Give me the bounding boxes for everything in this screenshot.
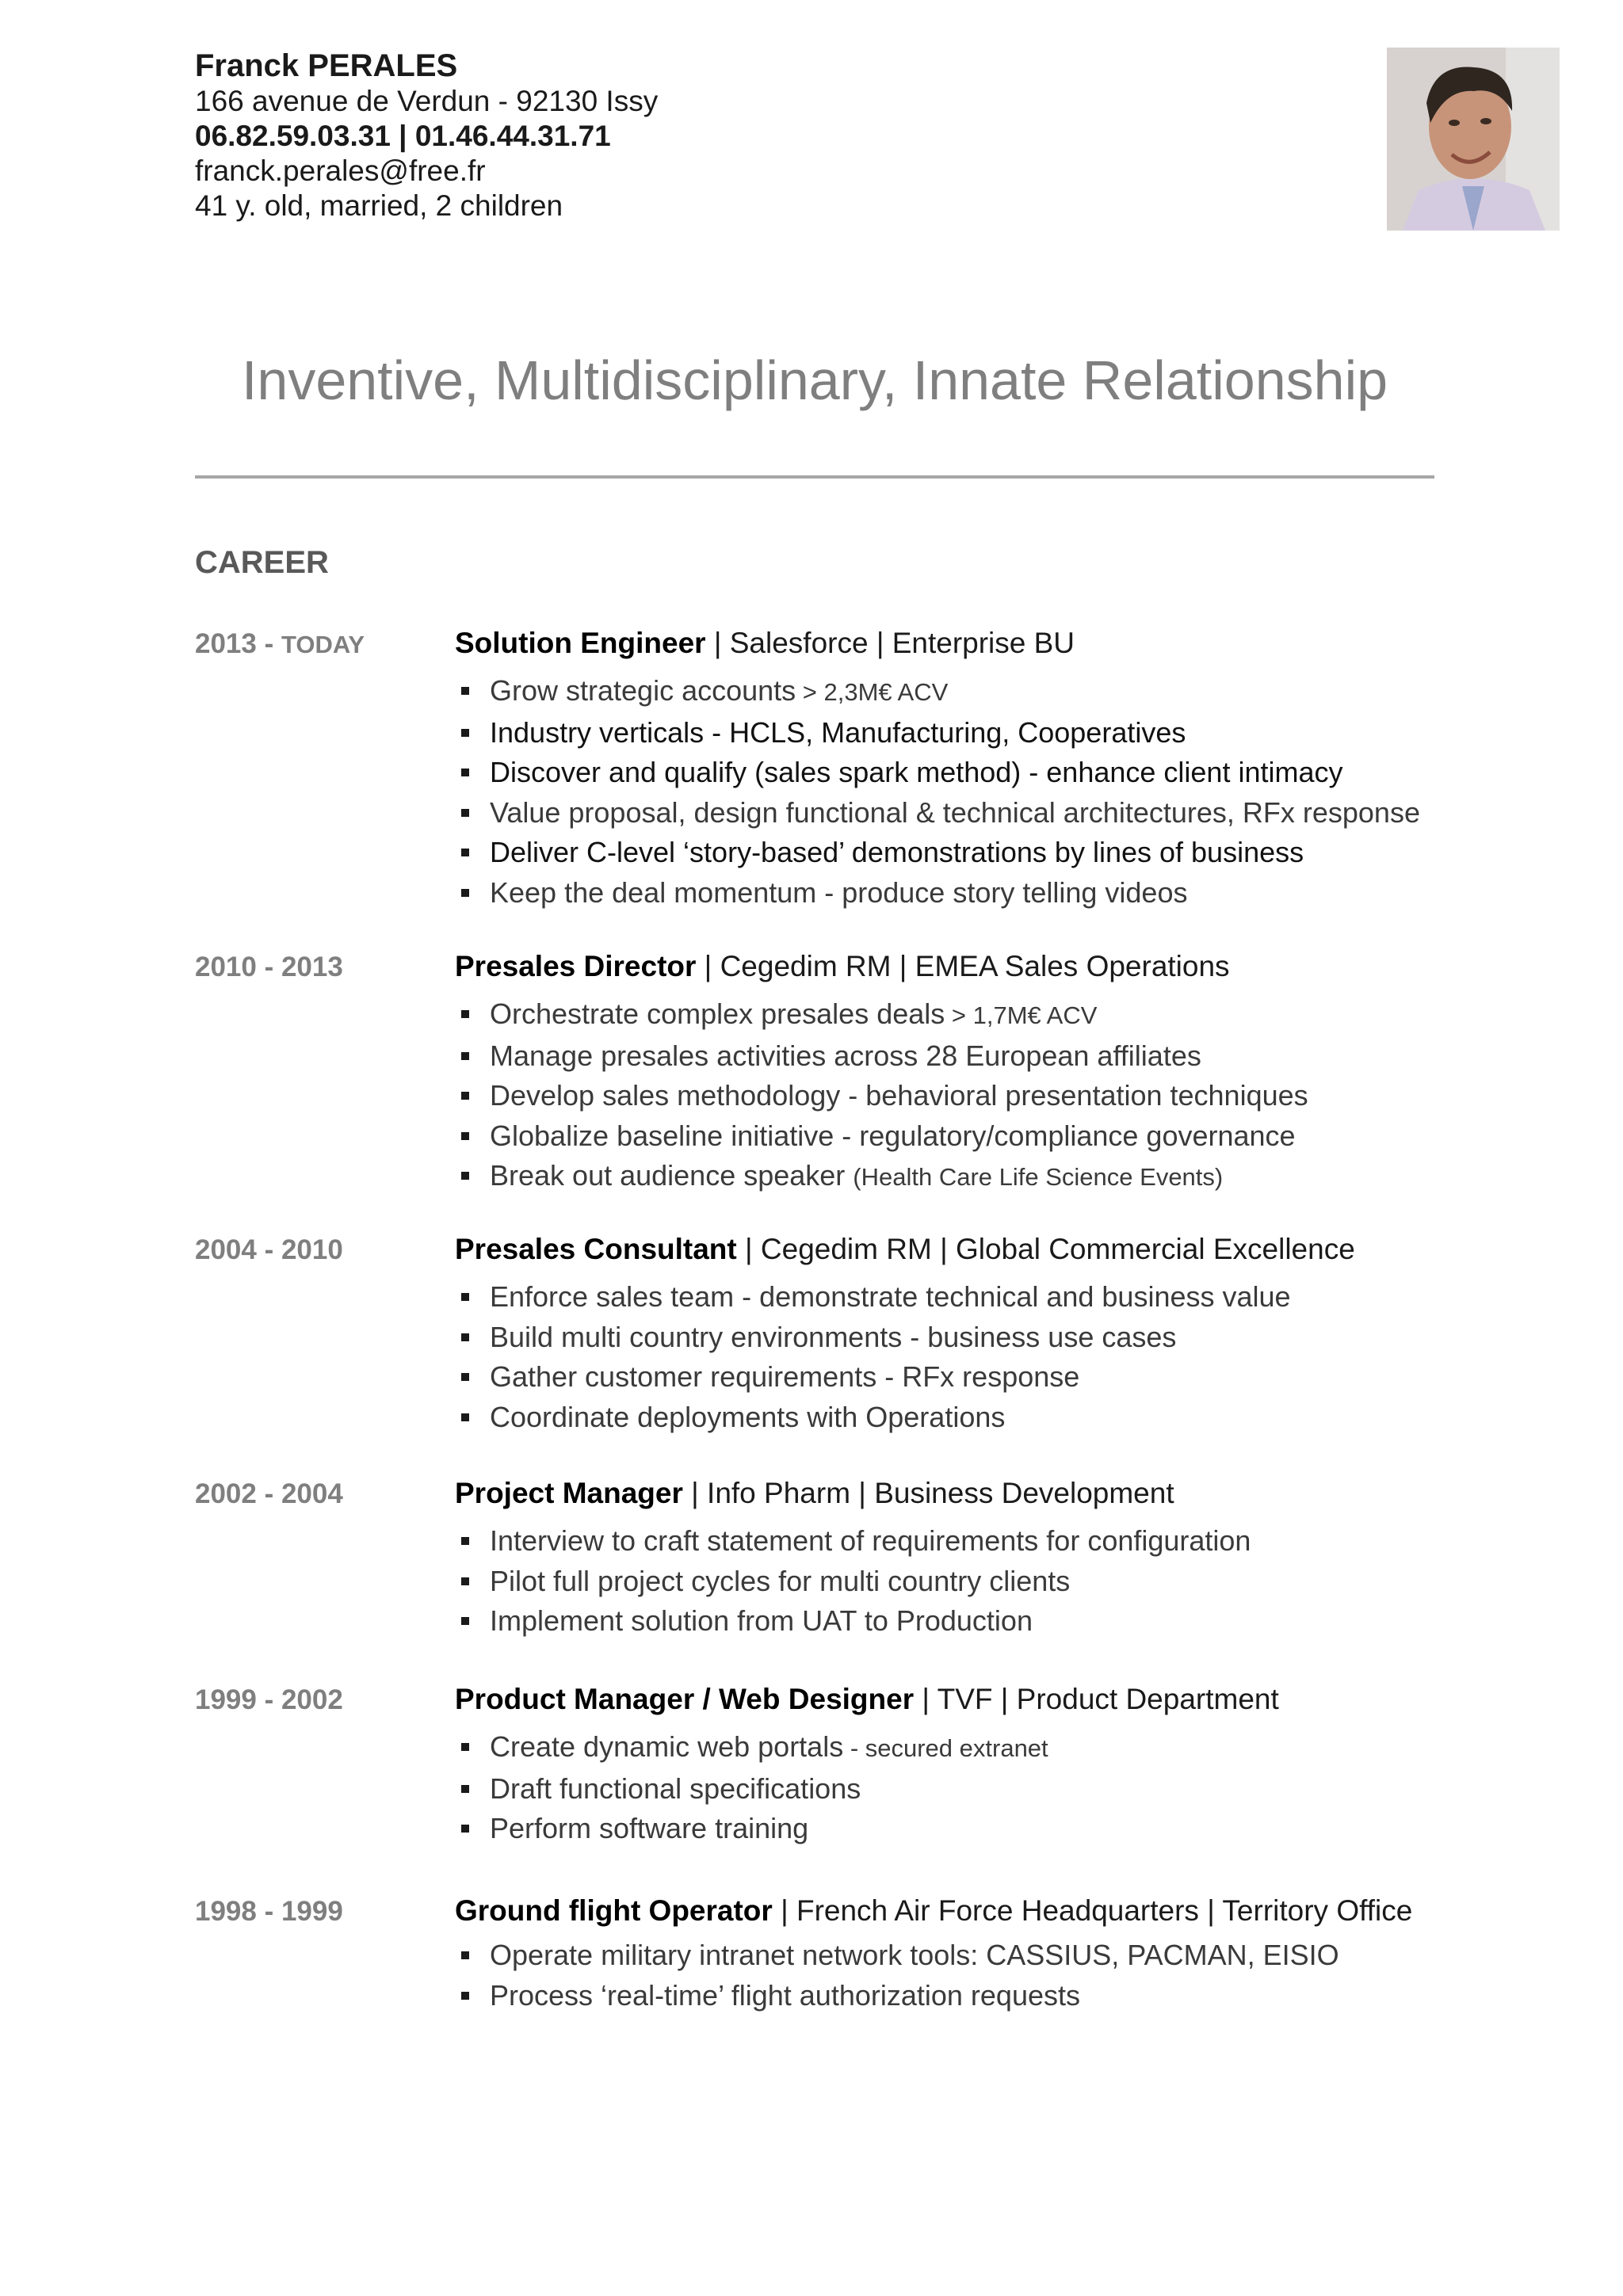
job-bullet — [455, 1116, 1308, 1157]
job-period — [195, 1896, 343, 1928]
job-organization: | French Air Force Headquarters | Territory Office — [772, 1894, 1413, 1927]
job-title-line — [455, 1894, 1412, 1928]
phone-separator: | — [390, 120, 415, 152]
job-bullet — [455, 1318, 1291, 1358]
bullet-text: Create dynamic web portals — [490, 1730, 844, 1763]
job-bullet — [455, 1936, 1339, 1976]
bullet-text: Operate military intranet network tools: CASSIUS, PACMAN, EISIO — [490, 1939, 1339, 1971]
bullet-text: Coordinate deployments with Operations — [490, 1400, 1006, 1433]
job-bullets — [455, 1727, 1048, 1849]
bullet-text: Pilot full project cycles for multi country clients — [490, 1564, 1071, 1597]
job-bullets — [455, 1521, 1251, 1642]
period-start: 1999 - 2002 — [195, 1684, 343, 1715]
job-title-line — [455, 1477, 1174, 1510]
job-bullets — [455, 671, 1420, 913]
email: franck.perales@free.fr — [195, 154, 486, 187]
job-organization: | TVF | Product Department — [914, 1683, 1279, 1715]
job-organization: | Cegedim RM | EMEA Sales Operations — [696, 950, 1230, 982]
bullet-text: Deliver C-level ‘story-based’ demonstrations by lines of business — [490, 836, 1304, 868]
job-bullet — [455, 1601, 1251, 1642]
job-bullets — [455, 1277, 1291, 1437]
job-title-line — [455, 1683, 1279, 1716]
job-bullet — [455, 1809, 1048, 1849]
period-start: 1998 - 1999 — [195, 1896, 343, 1927]
bullet-text: Perform software training — [490, 1812, 809, 1844]
bullet-text: Grow strategic accounts — [490, 674, 796, 707]
bullet-note: > 2,3M€ ACV — [796, 678, 949, 706]
bullet-text: Globalize baseline initiative - regulatory/compliance governance — [490, 1119, 1296, 1152]
job-bullet — [455, 1156, 1308, 1198]
job-bullet — [455, 1277, 1291, 1318]
job-bullet — [455, 1727, 1048, 1769]
phone-mobile: 06.82.59.03.31 — [195, 120, 391, 152]
job-bullet — [455, 1521, 1251, 1562]
job-bullet — [455, 753, 1420, 793]
bullet-text: Break out audience speaker — [490, 1159, 854, 1192]
period-start: 2013 - — [195, 628, 281, 659]
job-period — [195, 1234, 343, 1266]
job-role: Presales Director — [455, 950, 697, 982]
job-bullet — [455, 1357, 1291, 1398]
header-divider — [195, 475, 1434, 479]
job-role: Product Manager / Web Designer — [455, 1683, 915, 1715]
job-role: Presales Consultant — [455, 1233, 737, 1265]
bullet-note: > 1,7M€ ACV — [945, 1001, 1098, 1029]
job-organization: | Cegedim RM | Global Commercial Excellence — [736, 1233, 1355, 1265]
job-role: Ground flight Operator — [455, 1894, 773, 1927]
job-bullet — [455, 793, 1420, 833]
period-start: 2004 - 2010 — [195, 1234, 343, 1265]
job-bullet — [455, 994, 1308, 1036]
bullet-text: Enforce sales team - demonstrate technical and business value — [490, 1280, 1291, 1313]
job-bullet — [455, 1076, 1308, 1116]
career-section-title: CAREER — [195, 545, 329, 580]
portrait-image — [1387, 48, 1560, 231]
job-title-line — [455, 950, 1230, 983]
bullet-text: Value proposal, design functional & technical architectures, RFx response — [490, 795, 1420, 829]
period-start: 2010 - 2013 — [195, 952, 343, 982]
phone-numbers — [195, 119, 658, 154]
bullet-text: Manage presales activities across 28 European affiliates — [490, 1039, 1201, 1072]
bullet-text: Orchestrate complex presales deals — [490, 997, 945, 1030]
job-bullets — [455, 994, 1308, 1198]
job-bullet — [455, 671, 1420, 713]
phone-landline: 01.46.44.31.71 — [414, 120, 611, 152]
bullet-text: Gather customer requirements - RFx response — [490, 1360, 1080, 1393]
job-bullet — [455, 1562, 1251, 1602]
job-bullet — [455, 833, 1420, 873]
period-end: TODAY — [281, 631, 365, 658]
bullet-text: Implement solution from UAT to Production — [490, 1604, 1033, 1637]
job-title-line — [455, 627, 1075, 660]
job-bullet — [455, 873, 1420, 913]
tagline: Inventive, Multidisciplinary, Innate Relationship — [241, 349, 1388, 411]
bullet-text: Draft functional specifications — [490, 1772, 861, 1805]
period-start: 2002 - 2004 — [195, 1478, 343, 1509]
job-bullet — [455, 1036, 1308, 1077]
bullet-text: Develop sales methodology - behavioral presentation techniques — [490, 1079, 1308, 1112]
job-role: Project Manager — [455, 1477, 683, 1509]
bullet-text: Discover and qualify (sales spark method) - enhance client intimacy — [490, 756, 1343, 788]
profile-photo — [1387, 48, 1560, 231]
bullet-note: (Health Care Life Science Events) — [853, 1163, 1224, 1191]
candidate-name: Franck PERALES — [195, 48, 458, 83]
job-organization: | Info Pharm | Business Development — [682, 1477, 1174, 1509]
job-bullets — [455, 1936, 1339, 2016]
bullet-text: Build multi country environments - business use cases — [490, 1320, 1177, 1353]
job-organization: | Salesforce | Enterprise BU — [705, 627, 1075, 659]
job-bullet — [455, 1769, 1048, 1810]
job-bullet — [455, 1976, 1339, 2016]
contact-block — [195, 48, 658, 223]
job-period — [195, 1478, 343, 1510]
job-role: Solution Engineer — [455, 627, 706, 659]
job-bullet — [455, 713, 1420, 753]
job-bullet — [455, 1398, 1291, 1438]
bullet-text: Process ‘real-time’ flight authorization requests — [490, 1978, 1080, 2012]
personal-info: 41 y. old, married, 2 children — [195, 189, 563, 222]
job-period — [195, 628, 365, 660]
bullet-text: Keep the deal momentum - produce story telling videos — [490, 875, 1188, 909]
job-title-line — [455, 1233, 1355, 1266]
bullet-text: Interview to craft statement of requirements for configuration — [490, 1524, 1251, 1557]
bullet-note: - secured extranet — [843, 1734, 1048, 1762]
job-period — [195, 952, 343, 983]
bullet-text: Industry verticals - HCLS, Manufacturing, Cooperatives — [490, 715, 1186, 749]
job-period — [195, 1684, 343, 1716]
address: 166 avenue de Verdun - 92130 Issy — [195, 85, 659, 117]
